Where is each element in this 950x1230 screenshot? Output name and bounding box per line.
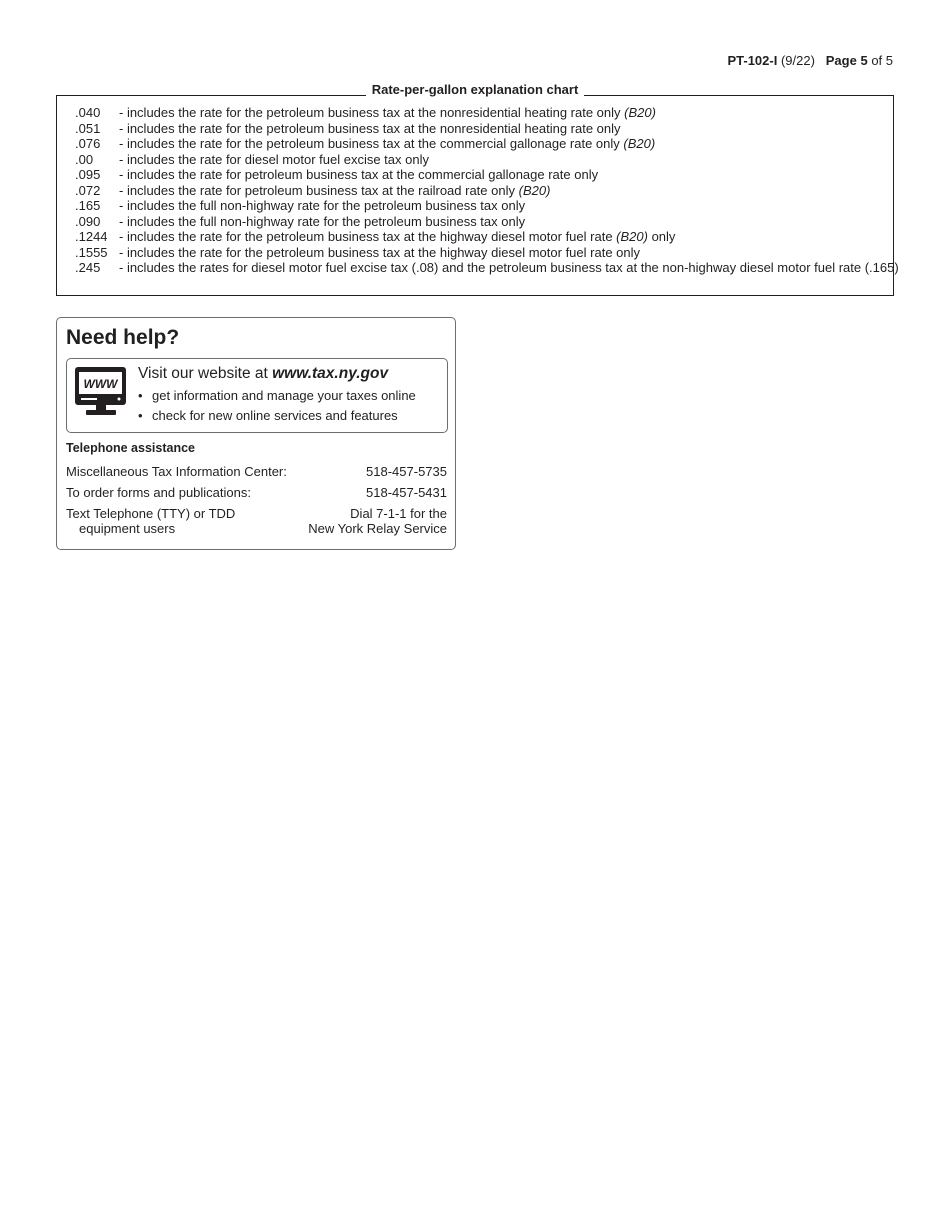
page-number: Page 5	[825, 53, 868, 68]
website-bullet: • check for new online services and features	[138, 408, 398, 423]
rate-description: - includes the full non-highway rate for the petroleum business tax only	[119, 198, 526, 213]
website-box	[66, 358, 448, 433]
page-total: of 5	[871, 53, 893, 68]
rate-value: .165	[75, 198, 101, 213]
computer-www-icon	[74, 367, 128, 417]
rate-description: - includes the rate for the petroleum business tax at the highway diesel motor fuel rate only	[119, 244, 641, 260]
form-number: PT-102-I	[727, 53, 778, 68]
tel-number: 518-457-5431	[366, 485, 447, 500]
rate-description: - includes the rate for the petroleum business tax at the nonresidential heating rate only	[119, 120, 621, 136]
rate-value: .051	[75, 120, 101, 136]
rate-description: - includes the rate for the petroleum business tax at the highway diesel motor fuel rate (B20) only	[119, 229, 676, 244]
tel-label: Text Telephone (TTY) or TDD equipment users	[66, 506, 236, 536]
need-help-box	[56, 317, 456, 550]
rate-value: .095	[75, 167, 101, 182]
tel-label: Miscellaneous Tax Information Center:	[66, 464, 287, 479]
rate-description: - includes the rate for petroleum business tax at the railroad rate only (B20)	[119, 182, 551, 198]
rate-description: - includes the rate for diesel motor fuel excise tax only	[119, 151, 429, 167]
website-link[interactable]: www.tax.ny.gov	[272, 365, 389, 382]
tel-number: 518-457-5735	[366, 464, 447, 479]
page-header	[727, 53, 893, 68]
rate-description: - includes the rate for the petroleum business tax at the commercial gallonage rate only (B20)	[119, 136, 656, 151]
rate-value: .00	[75, 151, 94, 167]
rate-description: - includes the rate for the petroleum business tax at the nonresidential heating rate only (B20)	[119, 105, 656, 120]
rate-value: .245	[75, 260, 101, 275]
tel-relay: Dial 7-1-1 for the New York Relay Service	[308, 506, 447, 536]
tel-label: To order forms and publications:	[66, 485, 251, 500]
rate-description: - includes the full non-highway rate for the petroleum business tax only	[119, 213, 526, 229]
rate-description: - includes the rates for diesel motor fuel excise tax (.08) and the petroleum business tax at the non-highway diesel motor fuel rate (.165)	[119, 260, 899, 275]
need-help-title: Need help?	[66, 326, 180, 349]
form-date: (9/22)	[780, 53, 815, 68]
rate-description: - includes the rate for petroleum business tax at the commercial gallonage rate only	[119, 167, 599, 182]
rate-value: .072	[75, 182, 101, 198]
rate-value: .1555	[75, 244, 108, 260]
rate-value: .076	[75, 136, 101, 151]
rate-value: .040	[75, 105, 101, 120]
rate-chart	[56, 95, 899, 296]
svg-text:WWW: WWW	[83, 377, 118, 391]
rate-value: .090	[75, 213, 101, 229]
rate-value: .1244	[75, 229, 108, 244]
website-bullet: • get information and manage your taxes online	[138, 388, 416, 403]
website-line: Visit our website at www.tax.ny.gov	[138, 365, 389, 382]
rate-chart-title: Rate-per-gallon explanation chart	[0, 82, 950, 97]
telephone-heading: Telephone assistance	[66, 441, 195, 455]
